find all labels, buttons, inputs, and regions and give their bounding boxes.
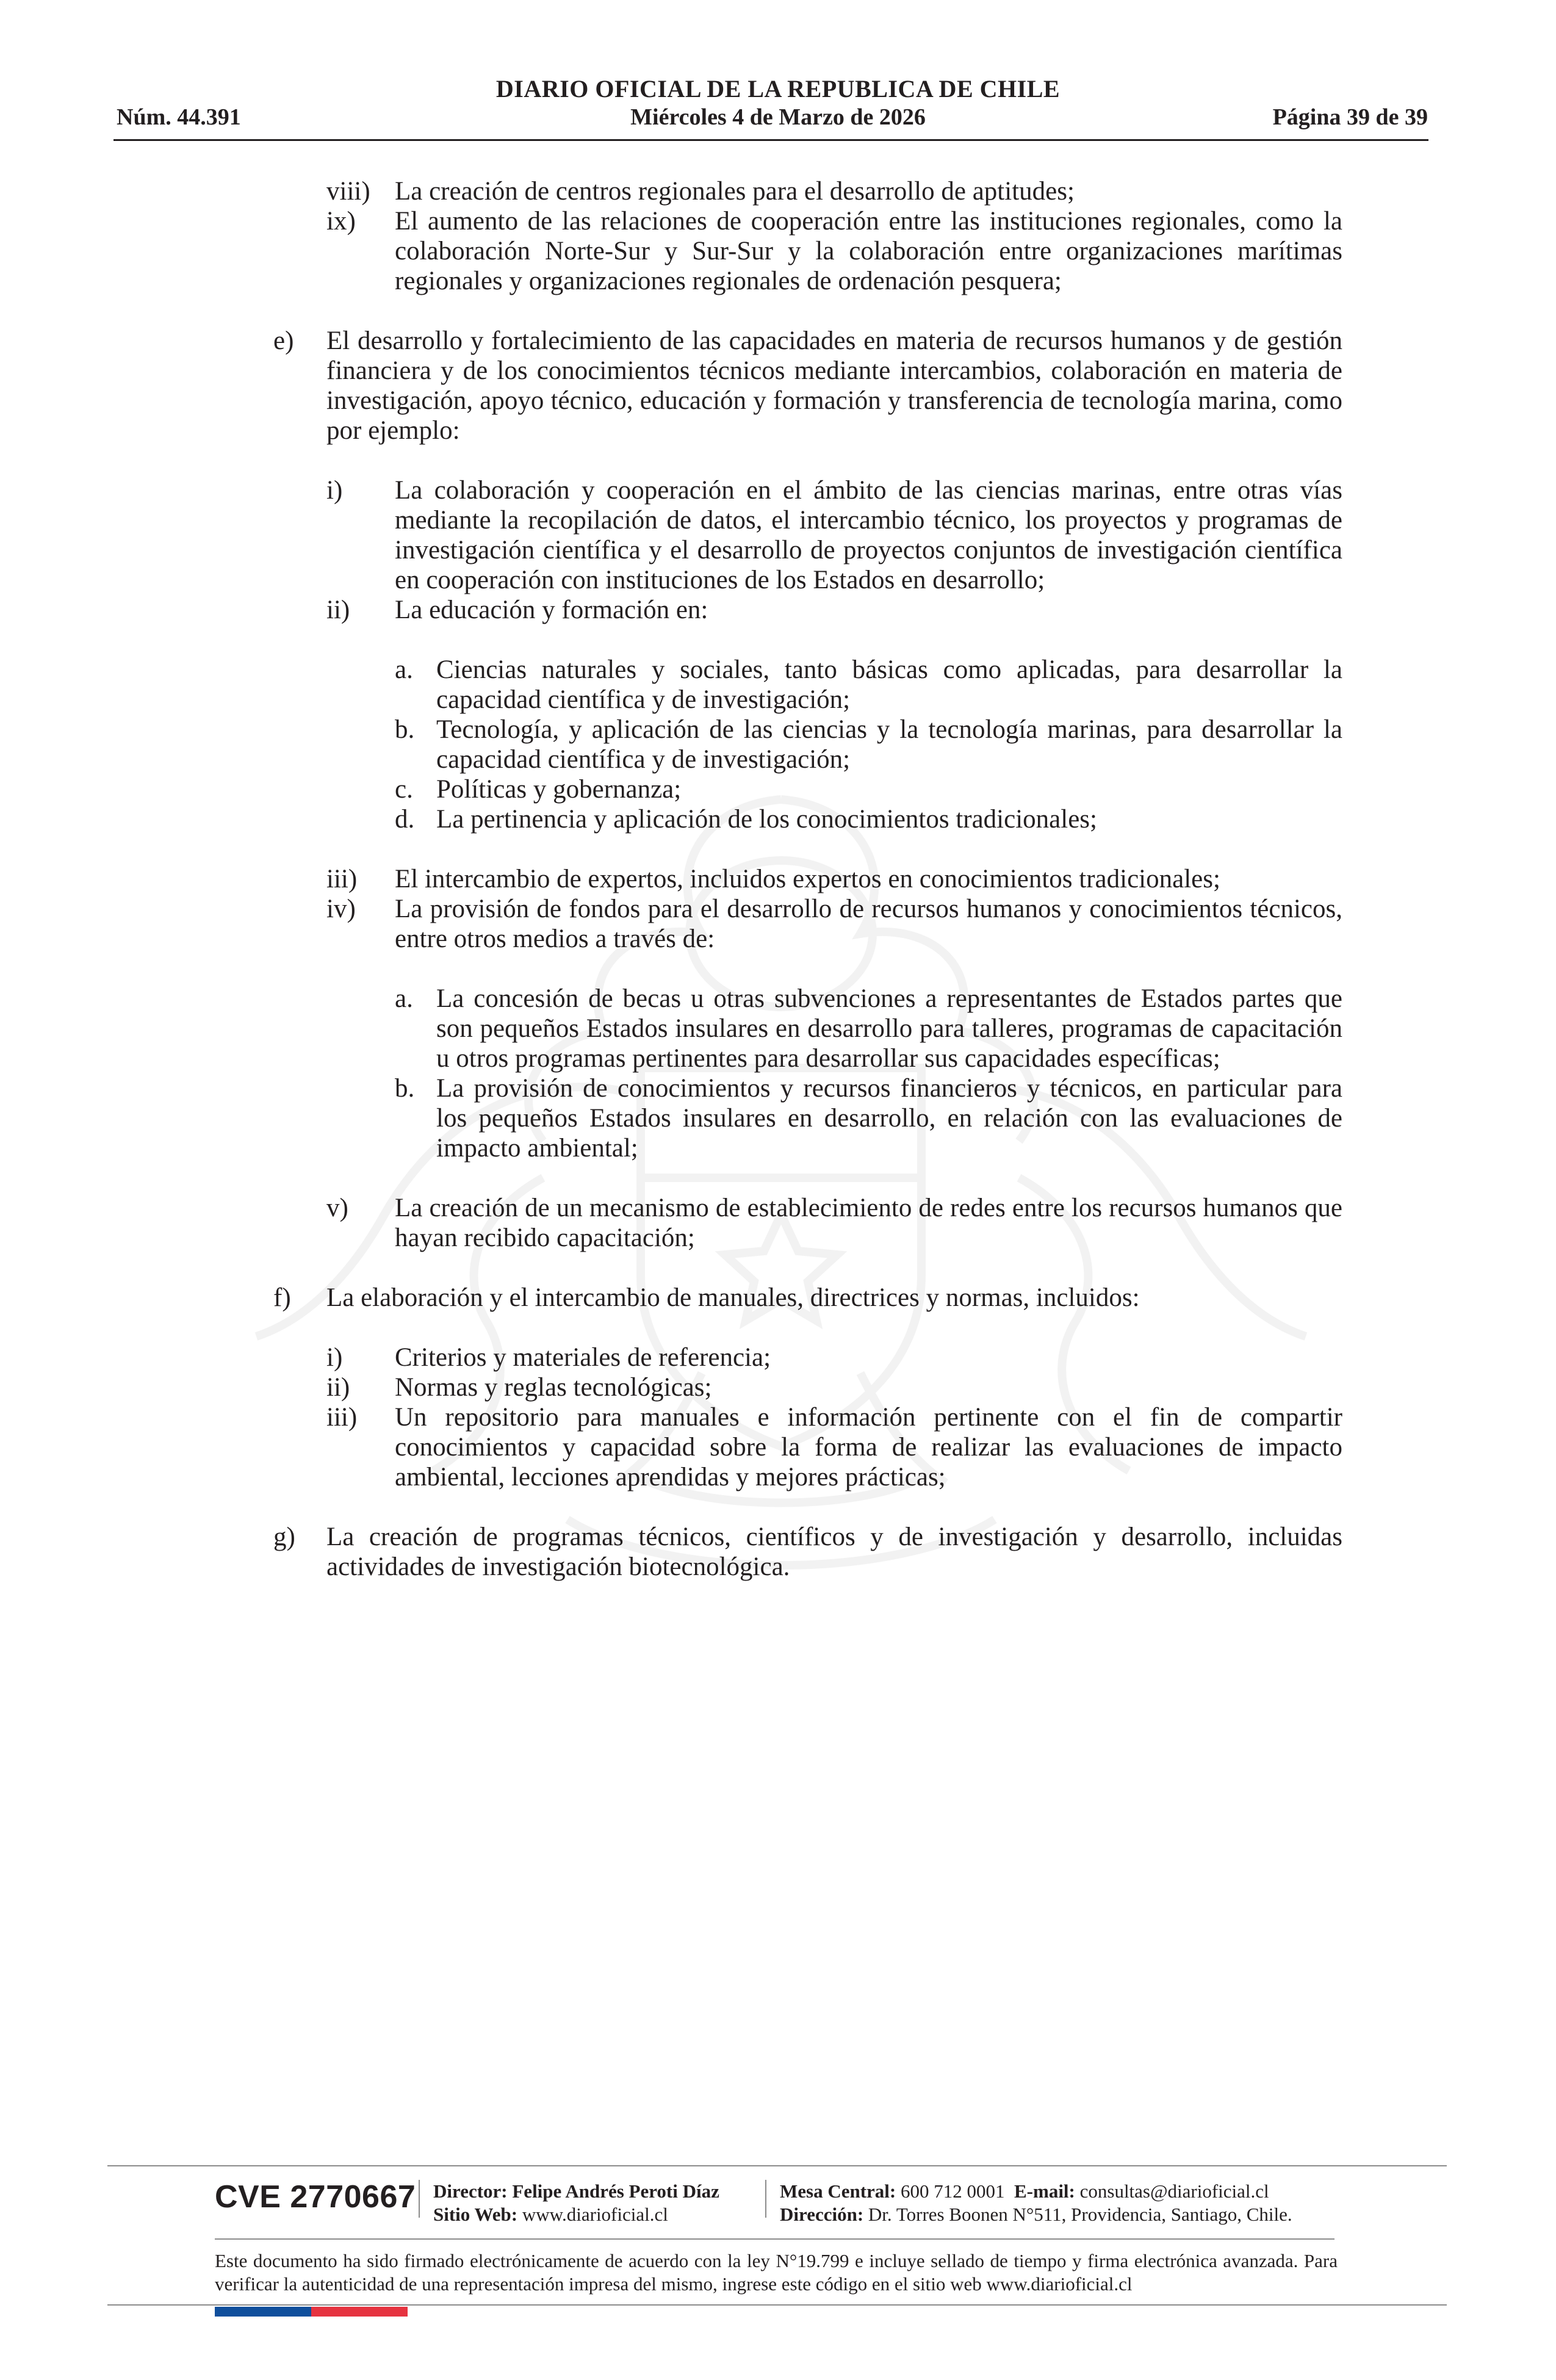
item-text: La provisión de fondos para el desarrollo de recursos humanos y conocimientos técnicos, entre otros medios a través de: bbox=[395, 895, 1342, 953]
address-value: Dr. Torres Boonen N°511, Providencia, Santiago, Chile. bbox=[868, 2204, 1292, 2225]
item-label: i) bbox=[326, 1343, 343, 1372]
subitem-text: La pertinencia y aplicación de los conocimientos tradicionales; bbox=[436, 805, 1097, 834]
email-link[interactable]: consultas@diarioficial.cl bbox=[1079, 2180, 1269, 2202]
footer-rule-top bbox=[107, 2165, 1447, 2166]
subitem-text: Tecnología, y aplicación de las ciencias y la tecnología marinas, para desarrollar la capacidad científica y de investigación; bbox=[436, 715, 1342, 774]
subitem-label: b. bbox=[395, 1074, 415, 1103]
item-text: La educación y formación en: bbox=[395, 596, 708, 624]
footer-separator bbox=[765, 2180, 766, 2218]
header-rule bbox=[113, 139, 1428, 141]
subitem-label: d. bbox=[395, 805, 415, 834]
item-label: ix) bbox=[326, 207, 356, 236]
address-label: Dirección: bbox=[780, 2204, 864, 2225]
subitem-label: b. bbox=[395, 715, 415, 744]
footer-color-bar-red bbox=[311, 2307, 408, 2317]
page-number: Página 39 de 39 bbox=[1272, 104, 1428, 130]
subitem-label: a. bbox=[395, 984, 413, 1013]
subitem-label: a. bbox=[395, 655, 413, 684]
footer-separator bbox=[419, 2180, 420, 2218]
subitem-text: La concesión de becas u otras subvenciones a representantes de Estados partes que son pequeños Estados insulares en desarrollo para talleres, programas de capacitación u otros programas pertinentes para desarrollar sus capacidades específicas; bbox=[436, 984, 1342, 1073]
item-label: iv) bbox=[326, 895, 356, 923]
section-label-e: e) bbox=[273, 326, 294, 355]
footer-rule-bottom bbox=[107, 2304, 1447, 2306]
subitem-text: Políticas y gobernanza; bbox=[436, 775, 682, 804]
item-text: Un repositorio para manuales e información pertinente con el fin de compartir conocimientos y capacidad sobre la forma de realizar las evaluaciones de impacto ambiental, lecciones aprendidas y mejores prácticas; bbox=[395, 1403, 1342, 1491]
item-text: El aumento de las relaciones de cooperación entre las instituciones regionales, como la colaboración Norte-Sur y Sur-Sur y la colaboración entre organizaciones marítimas regionales y organizaciones regionales de ordenación pesquera; bbox=[395, 207, 1342, 295]
item-label: viii) bbox=[326, 177, 370, 206]
section-text-e: El desarrollo y fortalecimiento de las capacidades en materia de recursos humanos y de gestión financiera y de los conocimientos técnicos mediante intercambios, colaboración en materia de investigación, apoyo técnico, educación y formación y transferencia de tecnología marina, como por ejemplo: bbox=[326, 326, 1342, 445]
item-label: ii) bbox=[326, 1373, 350, 1402]
item-text: Normas y reglas tecnológicas; bbox=[395, 1373, 712, 1402]
cve-code: CVE 2770667 bbox=[215, 2179, 416, 2215]
item-text: La colaboración y cooperación en el ámbito de las ciencias marinas, entre otras vías mediante la recopilación de datos, el intercambio técnico, los proyectos y programas de investigación científica y el desarrollo de proyectos conjuntos de investigación científica en cooperación con instituciones de los Estados en desarrollo; bbox=[395, 476, 1342, 594]
subitem-label: c. bbox=[395, 775, 413, 804]
item-text: La creación de centros regionales para el desarrollo de aptitudes; bbox=[395, 177, 1075, 206]
subitem-text: Ciencias naturales y sociales, tanto básicas como aplicadas, para desarrollar la capacidad científica y de investigación; bbox=[436, 655, 1342, 714]
section-label-g: g) bbox=[273, 1523, 295, 1551]
footer-rule-middle bbox=[215, 2238, 1334, 2240]
phone-value: 600 712 0001 bbox=[901, 2180, 1005, 2202]
phone-label: Mesa Central: bbox=[780, 2180, 896, 2202]
item-text: Criterios y materiales de referencia; bbox=[395, 1343, 771, 1372]
email-label: E-mail: bbox=[1014, 2180, 1075, 2202]
item-label: iii) bbox=[326, 865, 358, 893]
publication-title: DIARIO OFICIAL DE LA REPUBLICA DE CHILE bbox=[495, 75, 1061, 103]
web-label: Sitio Web: bbox=[433, 2204, 518, 2225]
web-link[interactable]: www.diarioficial.cl bbox=[522, 2204, 668, 2225]
item-text: El intercambio de expertos, incluidos expertos en conocimientos tradicionales; bbox=[395, 865, 1220, 893]
issue-date: Miércoles 4 de Marzo de 2026 bbox=[630, 104, 926, 130]
section-text-g: La creación de programas técnicos, científicos y de investigación y desarrollo, incluidas actividades de investigación biotecnológica. bbox=[326, 1523, 1342, 1581]
item-label: i) bbox=[326, 476, 343, 505]
footer-color-bar-blue bbox=[215, 2307, 311, 2317]
footer-director-block bbox=[433, 2180, 775, 2226]
item-label: iii) bbox=[326, 1403, 358, 1432]
subitem-text: La provisión de conocimientos y recursos financieros y técnicos, en particular para los pequeños Estados insulares en desarrollo, en relación con las evaluaciones de impacto ambiental; bbox=[436, 1074, 1342, 1163]
director-name: Felipe Andrés Peroti Díaz bbox=[512, 2180, 719, 2202]
item-label: ii) bbox=[326, 596, 350, 624]
director-label: Director: bbox=[433, 2180, 508, 2202]
footer-contact-block bbox=[780, 2180, 1353, 2226]
section-text-f: La elaboración y el intercambio de manuales, directrices y normas, incluidos: bbox=[326, 1283, 1140, 1312]
section-label-f: f) bbox=[273, 1283, 291, 1312]
signature-note: Este documento ha sido firmado electrónicamente de acuerdo con la ley N°19.799 e incluye sellado de tiempo y firma electrónica avanzada. Para verificar la autenticidad de una representación impresa del mismo, ingrese este código en el sitio web www.diarioficial.cl bbox=[215, 2250, 1338, 2295]
item-label: v) bbox=[326, 1194, 348, 1222]
item-text: La creación de un mecanismo de establecimiento de redes entre los recursos humanos que hayan recibido capacitación; bbox=[395, 1194, 1342, 1252]
issue-number: Núm. 44.391 bbox=[117, 104, 241, 130]
